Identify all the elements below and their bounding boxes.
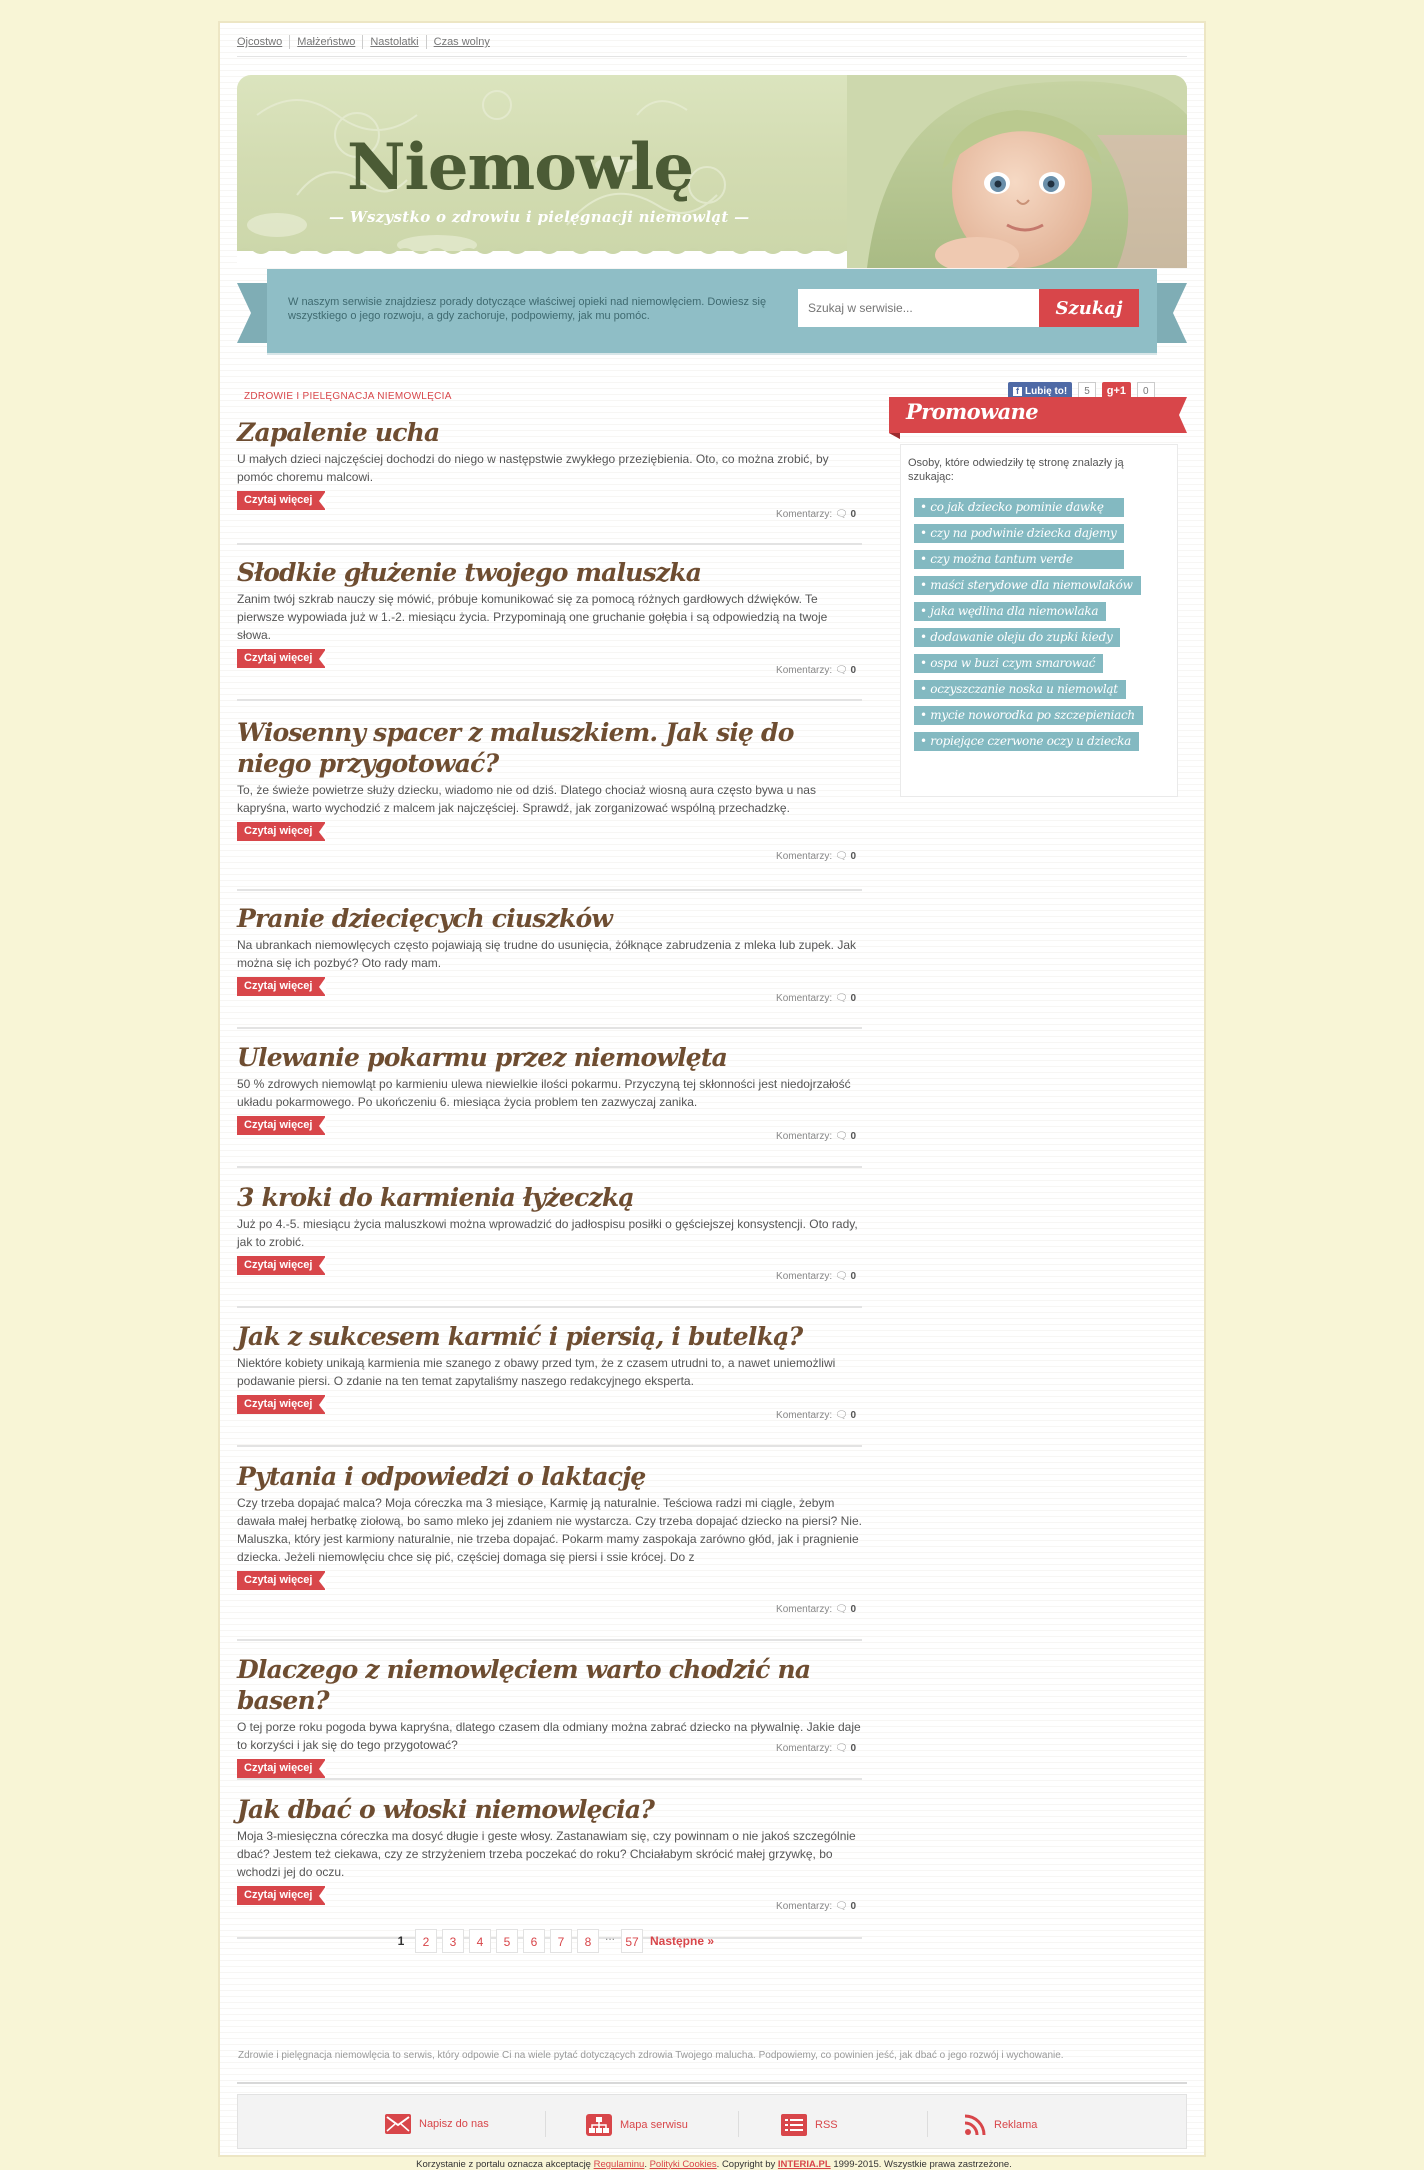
footer-description: Zdrowie i pielęgnacja niemowlęcia to serwis, który odpowie Ci na wiele pytać dotyczących zdrowia Twojego malucha. Podpowiemy, co powinien jeść, jak dbać o jego rozwój i wychowanie. <box>238 2050 1064 2061</box>
search-tag[interactable]: • ropiejące czerwone oczy u dziecka <box>914 732 1139 751</box>
rss-icon <box>964 2114 986 2136</box>
facebook-like-label: Lubię to! <box>1025 386 1068 397</box>
search-tag[interactable]: • co jak dziecko pominie dawkę <box>914 498 1124 517</box>
article-excerpt: Zanim twój szkrab nauczy się mówić, próbuje komunikować się za pomocą różnych gardłowych dźwięków. Te pierwsze wypowiada już w 1.-2. miesiącu życia. Przypominają one gruchanie gołębia i są odpowiedzią na twoje słowa. <box>237 592 828 642</box>
comments-value: 0 <box>850 1271 856 1282</box>
comments-label: Komentarzy: <box>776 509 833 520</box>
search-tag[interactable]: • dodawanie oleju do zupki kiedy <box>914 628 1120 647</box>
baby-photo <box>847 75 1187 268</box>
comment-icon: 🗨 <box>834 1743 848 1754</box>
article-title[interactable]: Jak z sukcesem karmić i piersią, i butelką? <box>237 1322 803 1351</box>
article-title[interactable]: Pranie dziecięcych ciuszków <box>237 904 613 933</box>
search-tag-label: oczyszczanie noska u niemowląt <box>930 682 1118 696</box>
article-item <box>237 1461 862 1615</box>
read-more-button[interactable]: Czytaj więcej <box>237 491 325 510</box>
article-title[interactable]: Dlaczego z niemowlęciem warto chodzić na basen? <box>237 1655 811 1715</box>
search-tag[interactable]: • mycie noworodka po szczepieniach <box>914 706 1143 725</box>
comment-icon: 🗨 <box>834 1410 848 1421</box>
footer-separator <box>927 2111 928 2137</box>
topnav-link-malzenstwo[interactable]: Małżeństwo <box>289 35 362 49</box>
next-page-link[interactable]: Następne » <box>650 1934 715 1948</box>
article-item <box>237 1042 862 1142</box>
copyright-suffix: 1999-2015. Wszystkie prawa zastrzeżone. <box>833 2159 1012 2170</box>
search-tag[interactable]: • oczyszczanie noska u niemowląt <box>914 680 1126 699</box>
search-input[interactable] <box>798 289 1050 327</box>
article-excerpt: Moja 3-miesięczna córeczka ma dosyć długie i geste włosy. Zastanawiam się, czy powinnam o nie jakoś szczególnie dbać? Jestem też ciekawa, czy ze strzyżeniem trzeba poczekać do roku? Chciałabym skrócić małej grzywkę, bo wchodzi jej do oczu. <box>237 1829 856 1879</box>
article-item <box>237 1321 862 1421</box>
comment-icon: 🗨 <box>834 1604 848 1615</box>
top-nav <box>237 35 497 49</box>
comments-value: 0 <box>850 1131 856 1142</box>
article-title[interactable]: Słodkie głużenie twojego maluszka <box>237 558 702 587</box>
read-more-button[interactable]: Czytaj więcej <box>237 1759 325 1778</box>
page-current: 1 <box>397 1934 405 1948</box>
mail-icon <box>385 2114 411 2134</box>
promo-description: Osoby, które odwiedziły tę stronę znalazły ją szukając: <box>908 457 1124 483</box>
article-title[interactable]: 3 kroki do karmienia łyżeczką <box>237 1183 634 1212</box>
comment-icon: 🗨 <box>834 665 848 676</box>
article-divider <box>237 1306 862 1308</box>
footer-link-sitemap[interactable] <box>586 2114 688 2136</box>
copyright-line: Korzystanie z portalu oznacza akceptację Regulaminu. Polityki Cookies. Copyright by INTERIA.PL 1999-2015. Wszystkie prawa zastrzeżone. <box>416 2159 1012 2170</box>
comments-value: 0 <box>850 1743 856 1754</box>
topnav-link-nastolatki[interactable]: Nastolatki <box>362 35 425 49</box>
comments-label: Komentarzy: <box>776 1271 833 1282</box>
list-icon <box>781 2114 807 2136</box>
comments-value: 0 <box>850 1410 856 1421</box>
page-link[interactable]: 4 <box>469 1929 491 1953</box>
comments-label: Komentarzy: <box>776 1131 833 1142</box>
comments-value: 0 <box>850 665 856 676</box>
read-more-button[interactable]: Czytaj więcej <box>237 1886 325 1905</box>
read-more-button[interactable]: Czytaj więcej <box>237 1571 325 1590</box>
article-divider <box>237 1166 862 1168</box>
article-excerpt: 50 % zdrowych niemowląt po karmieniu ulewa niewielkie ilości pokarmu. Przyczyną tej skłonności jest niedojrzałość układu pokarmowego. Po ukończeniu 6. miesiąca życia problem ten zazwyczaj zanika. <box>237 1077 851 1109</box>
banner-description: W naszym serwisie znajdziesz porady dotyczące właściwej opieki nad niemowlęciem. Dowiesz się wszystkiego o jego rozwoju, a gdy zachoruje, podpowiemy, jak mu pomóc. <box>288 296 767 322</box>
comments-count[interactable] <box>776 851 856 862</box>
read-more-button[interactable]: Czytaj więcej <box>237 1256 325 1275</box>
article-divider <box>237 1778 862 1780</box>
comments-count[interactable] <box>776 1271 856 1282</box>
search-tag-label: dodawanie oleju do zupki kiedy <box>930 630 1113 644</box>
comment-icon: 🗨 <box>834 1271 848 1282</box>
footer-link-rss[interactable] <box>781 2114 838 2136</box>
site-tagline: — Wszystko o zdrowiu i pielęgnacji niemowląt — <box>329 208 750 226</box>
article-excerpt: Niektóre kobiety unikają karmienia mie szanego z obawy przed tym, że z czasem utrudni to, a nawet uniemożliwi podawanie piersi. O zdanie na ten temat zapytaliśmy naszego redakcyjnego eksperta. <box>237 1356 836 1388</box>
search-tag-label: czy na podwinie dziecka dajemy <box>930 526 1117 540</box>
search-tag[interactable]: • czy można tantum verde <box>914 550 1124 569</box>
footer-separator <box>738 2111 739 2137</box>
article-item <box>237 417 862 520</box>
comments-label: Komentarzy: <box>776 851 833 862</box>
comments-count[interactable] <box>776 665 856 676</box>
search-tag-label: jaka wędlina dla niemowlaka <box>930 604 1099 618</box>
search-tag-label: ropiejące czerwone oczy u dziecka <box>930 734 1132 748</box>
article-item <box>237 1654 862 1778</box>
comments-value: 0 <box>850 1901 856 1912</box>
comments-label: Komentarzy: <box>776 1901 833 1912</box>
comments-count[interactable] <box>776 1131 856 1142</box>
read-more-button[interactable]: Czytaj więcej <box>237 977 325 996</box>
interia-link[interactable]: INTERIA.PL <box>777 2159 831 2170</box>
article-item <box>237 717 862 862</box>
search-tag-label: mycie noworodka po szczepieniach <box>930 708 1135 722</box>
search-tag[interactable]: • ospa w buzi czym smarować <box>914 654 1103 673</box>
page-link[interactable]: 7 <box>550 1929 572 1953</box>
article-excerpt: To, że świeże powietrze służy dziecku, wiadomo nie od dziś. Dlatego chociaż wiosną aura często bywa u nas kapryśna, warto wychodzić z malcem jak najczęściej. Sprawdź, jak zorganizować wspólną przechadzkę. <box>237 783 816 815</box>
footer-link-ads[interactable] <box>964 2114 1037 2136</box>
footer-divider <box>237 2082 1187 2084</box>
search-tag[interactable]: • maści sterydowe dla niemowlaków <box>914 576 1141 595</box>
article-title[interactable]: Pytania i odpowiedzi o laktację <box>237 1462 646 1491</box>
article-excerpt: Czy trzeba dopajać malca? Moja córeczka ma 3 miesiące, Karmię ją naturalnie. Teściowa radzi mi ciągle, żebym dawała małej herbatkę ziołową, bo samo mleko jej zdaniem nie wystarcza. Czy trzeba dopajać dziecko na piersi? Nie. Maluszka, który jest karmiony naturalnie, nie trzeba dopajać. Pokarm mamy zaspokaja zarówno głód, jak i pragnienie dziecka. Jeżeli niemowlęciu chce się pić, częściej domaga się piersi i ssie krócej. Do z <box>237 1496 862 1564</box>
footer-link-label: RSS <box>815 2119 838 2131</box>
comment-icon: 🗨 <box>834 993 848 1004</box>
page-link[interactable]: 2 <box>415 1929 437 1953</box>
article-excerpt: O tej porze roku pogoda bywa kapryśna, dlatego czasem dla odmiany można zabrać dziecko na pływalnię. Jakie daje to korzyści i jak się do tego przygotować? <box>237 1720 861 1752</box>
comments-label: Komentarzy: <box>776 1604 833 1615</box>
search-button[interactable]: Szukaj <box>1039 289 1139 327</box>
article-title[interactable]: Wiosenny spacer z maluszkiem. Jak się do niego przygotować? <box>237 718 794 778</box>
article-excerpt: U małych dzieci najczęściej dochodzi do niego w następstwie zwykłego przeziębienia. Oto, co można zrobić, by pomóc choremu malcowi. <box>237 452 829 484</box>
article-excerpt: Już po 4.-5. miesiącu życia maluszkowi można wprowadzić do jadłospisu posiłki o gęściejszej konsystencji. Oto rady, jak to zrobić. <box>237 1217 858 1249</box>
read-more-button[interactable]: Czytaj więcej <box>237 649 325 668</box>
article-divider <box>237 543 862 545</box>
article-title[interactable]: Jak dbać o włoski niemowlęcia? <box>237 1795 655 1824</box>
footer-separator <box>545 2111 546 2137</box>
comments-label: Komentarzy: <box>776 993 833 1004</box>
page-link[interactable]: 6 <box>523 1929 545 1953</box>
promo-title: Promowane <box>906 399 1039 424</box>
article-divider <box>237 889 862 891</box>
comments-count[interactable] <box>776 993 856 1004</box>
page-ellipsis: ... <box>604 1929 615 1943</box>
comments-label: Komentarzy: <box>776 1410 833 1421</box>
comments-count[interactable] <box>776 1901 856 1912</box>
search-tag[interactable]: • jaka wędlina dla niemowlaka <box>914 602 1106 621</box>
read-more-button[interactable]: Czytaj więcej <box>237 1395 325 1414</box>
article-divider <box>237 1639 862 1641</box>
facebook-icon: f <box>1013 387 1022 396</box>
page-container <box>218 21 1206 2170</box>
comments-count[interactable] <box>776 509 856 520</box>
search-tag-label: co jak dziecko pominie dawkę <box>930 500 1104 514</box>
comments-count[interactable] <box>776 1410 856 1421</box>
comment-icon: 🗨 <box>834 1901 848 1912</box>
comments-value: 0 <box>850 993 856 1004</box>
comments-value: 0 <box>850 1604 856 1615</box>
article-title[interactable]: Ulewanie pokarmu przez niemowlęta <box>237 1043 728 1072</box>
comments-label: Komentarzy: <box>776 1743 833 1754</box>
footer-links-bar <box>237 2094 1187 2149</box>
read-more-button[interactable]: Czytaj więcej <box>237 822 325 841</box>
search-tag[interactable]: • czy na podwinie dziecka dajemy <box>914 524 1124 543</box>
search-tag-label: ospa w buzi czym smarować <box>930 656 1096 670</box>
facebook-like-count: 5 <box>1078 382 1096 401</box>
footer-link-label: Reklama <box>994 2119 1038 2131</box>
comments-count[interactable] <box>776 1604 856 1615</box>
footer-link-contact[interactable] <box>385 2114 489 2134</box>
cookies-policy-link[interactable]: Polityki Cookies <box>649 2159 717 2170</box>
google-plus-button[interactable]: g+1 <box>1102 382 1131 401</box>
article-excerpt: Na ubrankach niemowlęcych często pojawiają się trudne do usunięcia, żółknące zabrudzenia z mleka lub zupek. Jak można się ich pozbyć? Oto rady mam. <box>237 938 857 970</box>
topnav-link-czas-wolny[interactable]: Czas wolny <box>426 35 497 49</box>
article-item <box>237 1182 862 1282</box>
page-link[interactable]: 3 <box>442 1929 464 1953</box>
search-tag-label: maści sterydowe dla niemowlaków <box>930 578 1133 592</box>
regulations-link[interactable]: Regulaminu <box>593 2159 645 2170</box>
comments-label: Komentarzy: <box>776 665 833 676</box>
copyright-prefix: Korzystanie z portalu oznacza akceptację <box>416 2159 591 2170</box>
read-more-button[interactable]: Czytaj więcej <box>237 1116 325 1135</box>
topnav-link-ojcostwo[interactable]: Ojcostwo <box>237 36 283 48</box>
breadcrumb[interactable]: ZDROWIE I PIELĘGNACJA NIEMOWLĘCIA <box>244 391 452 402</box>
comment-icon: 🗨 <box>834 851 848 862</box>
comments-value: 0 <box>850 851 856 862</box>
comments-count[interactable] <box>776 1743 856 1754</box>
footer-link-label: Napisz do nas <box>419 2118 489 2130</box>
site-logo[interactable]: Niemowlę <box>347 130 694 205</box>
page-link[interactable]: 5 <box>496 1929 518 1953</box>
top-divider <box>237 56 1187 57</box>
article-divider <box>237 1445 862 1447</box>
comments-value: 0 <box>850 509 856 520</box>
page-link-last[interactable]: 57 <box>621 1929 643 1953</box>
pagination <box>392 1929 714 1953</box>
article-title[interactable]: Zapalenie ucha <box>237 418 440 447</box>
sitemap-icon <box>586 2114 612 2136</box>
page-link[interactable]: 8 <box>577 1929 599 1953</box>
comment-icon: 🗨 <box>834 509 848 520</box>
copyright-by: Copyright by <box>721 2159 776 2170</box>
search-tag-label: czy można tantum verde <box>930 552 1073 566</box>
footer-link-label: Mapa serwisu <box>620 2119 688 2131</box>
article-divider <box>237 1027 862 1029</box>
site-header <box>237 75 1187 268</box>
article-item <box>237 1794 862 1912</box>
article-item <box>237 903 862 1004</box>
article-divider <box>237 699 862 701</box>
comment-icon: 🗨 <box>834 1131 848 1142</box>
article-item <box>237 557 862 676</box>
google-plus-count: 0 <box>1137 382 1155 401</box>
